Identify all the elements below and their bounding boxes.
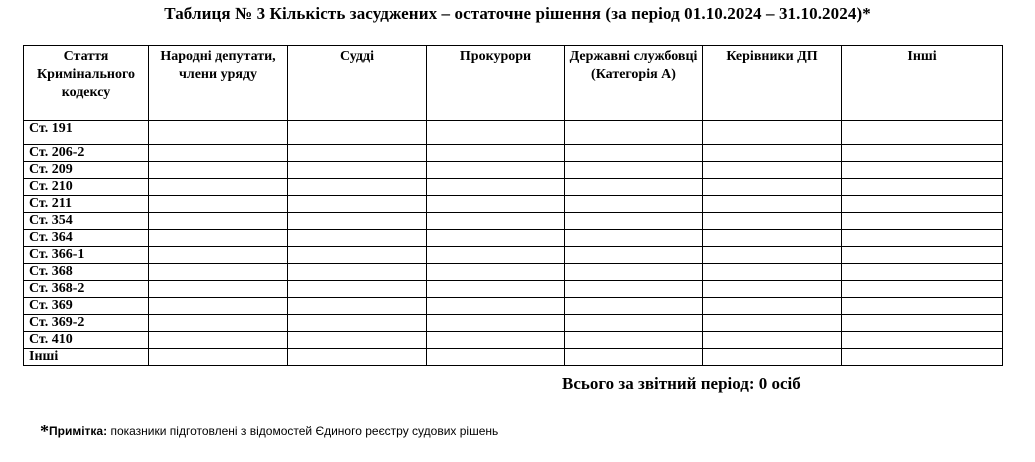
table-cell	[703, 332, 842, 349]
table-cell	[565, 196, 703, 213]
table-cell	[149, 247, 288, 264]
table-cell	[703, 230, 842, 247]
table-cell	[427, 145, 565, 162]
table-row	[24, 349, 1003, 366]
table-cell	[288, 298, 427, 315]
table-cell	[149, 213, 288, 230]
table-cell	[149, 349, 288, 366]
table-row	[24, 332, 1003, 349]
table-cell	[842, 230, 1003, 247]
table-cell	[149, 121, 288, 145]
table-cell	[842, 281, 1003, 298]
row-article-label: Ст. 211	[24, 196, 149, 213]
table-row	[24, 315, 1003, 332]
table-cell	[565, 121, 703, 145]
table-row	[24, 121, 1003, 145]
row-article-label: Ст. 191	[24, 121, 149, 145]
table-cell	[565, 298, 703, 315]
table-cell	[288, 179, 427, 196]
table-cell	[149, 145, 288, 162]
table-cell	[149, 196, 288, 213]
table-cell	[288, 315, 427, 332]
table-cell	[703, 162, 842, 179]
table-cell	[703, 298, 842, 315]
table-cell	[288, 247, 427, 264]
header-judges: Судді	[288, 46, 427, 121]
table-cell	[149, 332, 288, 349]
table-cell	[288, 196, 427, 213]
table-cell	[703, 281, 842, 298]
table-cell	[842, 162, 1003, 179]
table-cell	[703, 196, 842, 213]
table-cell	[427, 281, 565, 298]
row-article-label: Ст. 369-2	[24, 315, 149, 332]
row-article-label: Ст. 368-2	[24, 281, 149, 298]
table-cell	[703, 264, 842, 281]
table-cell	[565, 349, 703, 366]
table-row	[24, 179, 1003, 196]
row-article-label: Інші	[24, 349, 149, 366]
table-cell	[427, 247, 565, 264]
table-row	[24, 298, 1003, 315]
table-cell	[565, 145, 703, 162]
table-cell	[565, 230, 703, 247]
table-cell	[427, 196, 565, 213]
table-cell	[703, 121, 842, 145]
page-title: Таблиця № 3 Кількість засуджених – остаточне рішення (за період 01.10.2024 – 31.10.2024)*	[164, 4, 871, 23]
table-cell	[842, 247, 1003, 264]
table-cell	[427, 213, 565, 230]
table-cell	[427, 121, 565, 145]
table-cell	[427, 179, 565, 196]
footnote	[40, 421, 498, 442]
table-cell	[842, 213, 1003, 230]
table-cell	[703, 247, 842, 264]
row-article-label: Ст. 369	[24, 298, 149, 315]
table-cell	[288, 332, 427, 349]
total-summary: Всього за звітний період: 0 осіб	[562, 374, 801, 393]
table-cell	[288, 264, 427, 281]
table-cell	[288, 162, 427, 179]
table-row	[24, 213, 1003, 230]
table-cell	[703, 349, 842, 366]
header-prosecutors: Прокурори	[427, 46, 565, 121]
table-cell	[427, 298, 565, 315]
table-cell	[149, 162, 288, 179]
table-cell	[149, 264, 288, 281]
header-civil-servants: Державні службовці (Категорія А)	[565, 46, 703, 121]
table-cell	[842, 145, 1003, 162]
table-cell	[703, 213, 842, 230]
table-cell	[842, 121, 1003, 145]
table-cell	[149, 179, 288, 196]
table-cell	[288, 213, 427, 230]
table-cell	[427, 162, 565, 179]
row-article-label: Ст. 410	[24, 332, 149, 349]
header-mps: Народні депутати, члени уряду	[149, 46, 288, 121]
table-row	[24, 230, 1003, 247]
table-cell	[565, 179, 703, 196]
table-cell	[842, 196, 1003, 213]
row-article-label: Ст. 368	[24, 264, 149, 281]
row-article-label: Ст. 209	[24, 162, 149, 179]
table-cell	[565, 162, 703, 179]
table-row	[24, 281, 1003, 298]
table-cell	[427, 349, 565, 366]
header-article: Стаття Кримінального кодексу	[24, 46, 149, 121]
table-cell	[703, 179, 842, 196]
table-cell	[149, 298, 288, 315]
table-cell	[842, 264, 1003, 281]
footnote-text: показники підготовлені з відомостей Єдиного реєстру судових рішень	[107, 424, 499, 438]
row-article-label: Ст. 354	[24, 213, 149, 230]
table-row	[24, 145, 1003, 162]
table-row	[24, 247, 1003, 264]
header-others: Інші	[842, 46, 1003, 121]
header-row	[24, 46, 1003, 121]
table-row	[24, 196, 1003, 213]
table-cell	[842, 315, 1003, 332]
table-row	[24, 264, 1003, 281]
table-cell	[149, 281, 288, 298]
table-cell	[842, 332, 1003, 349]
table-cell	[288, 121, 427, 145]
table-cell	[288, 230, 427, 247]
footnote-star: *	[40, 421, 49, 441]
row-article-label: Ст. 210	[24, 179, 149, 196]
footnote-label: Примітка:	[49, 424, 108, 438]
table-cell	[288, 281, 427, 298]
table-cell	[565, 281, 703, 298]
header-state-enterprise-heads: Керівники ДП	[703, 46, 842, 121]
table-cell	[149, 315, 288, 332]
table-cell	[565, 247, 703, 264]
table-cell	[565, 315, 703, 332]
table-cell	[565, 332, 703, 349]
table-cell	[703, 315, 842, 332]
table-cell	[703, 145, 842, 162]
table-cell	[427, 332, 565, 349]
table-cell	[565, 213, 703, 230]
table-cell	[427, 315, 565, 332]
table-cell	[842, 179, 1003, 196]
table-cell	[842, 298, 1003, 315]
table-cell	[288, 145, 427, 162]
table-cell	[427, 264, 565, 281]
table-cell	[288, 349, 427, 366]
table-cell	[842, 349, 1003, 366]
table-cell	[565, 264, 703, 281]
convictions-table	[23, 45, 1003, 366]
row-article-label: Ст. 366-1	[24, 247, 149, 264]
table-cell	[149, 230, 288, 247]
row-article-label: Ст. 206-2	[24, 145, 149, 162]
table-row	[24, 162, 1003, 179]
row-article-label: Ст. 364	[24, 230, 149, 247]
table-cell	[427, 230, 565, 247]
